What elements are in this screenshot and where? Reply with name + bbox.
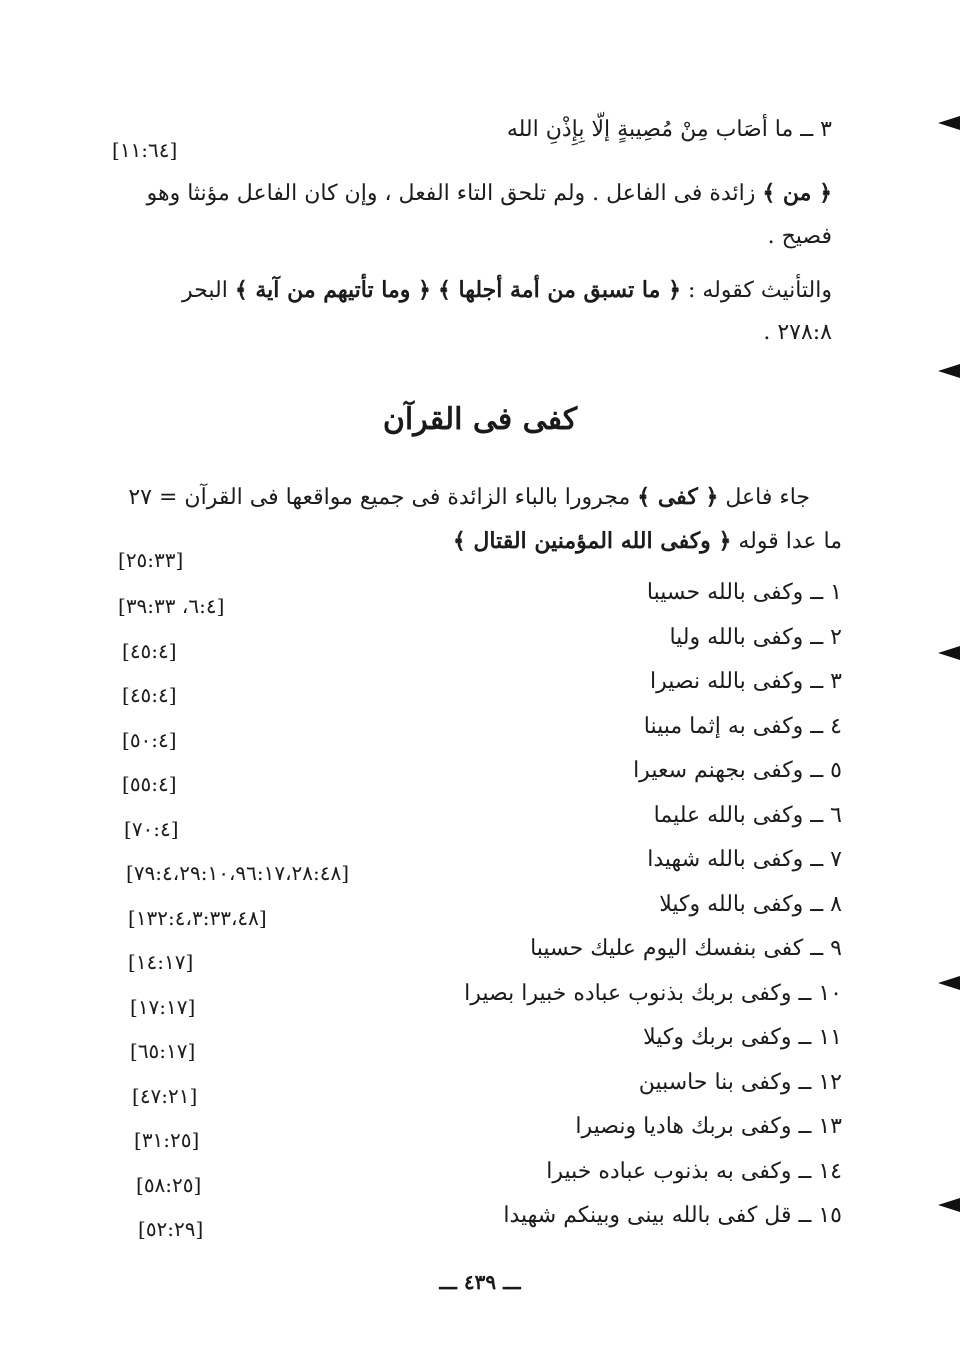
item-3-text: ٣ ــ ما أصَاب مِنْ مُصِيبةٍ إلّا بِإِذْنِ الله	[506, 117, 832, 142]
verse-item-reference: [٧٩:٤،٢٩:١٠،٩٦:١٧،٢٨:٤٨]	[126, 861, 350, 885]
verse-item-reference: [٥٥:٤]	[122, 772, 177, 796]
paragraph-1-line-2: فصيح .	[767, 224, 832, 249]
paragraph-2-source: البحر	[182, 278, 228, 303]
verse-item-reference: [٦:٤، ٣٩:٣٣]	[118, 594, 225, 618]
verse-item-reference: [٥٠:٤]	[122, 727, 177, 752]
verse-item-text: ١٢ ــ وكفى بنا حاسبين	[638, 1069, 842, 1095]
verse-item-reference: [١٤:١٧]	[128, 950, 194, 974]
intro2-quote: ﴿ وكفى الله المؤمنين القتال ﴾	[452, 528, 732, 554]
verse-item-reference: [٧٠:٤]	[124, 816, 179, 841]
verse-item-text: ٤ ــ وكفى به إثما مبينا	[643, 713, 842, 739]
verse-item-text: ١٣ ــ وكفى بربك هاديا ونصيرا	[575, 1114, 842, 1139]
verse-item-text: ١ ــ وكفى بالله حسيبا	[646, 580, 842, 605]
verse-item-reference: [١٣٢:٤،٣:٣٣،٤٨]	[128, 905, 267, 930]
edge-mark	[938, 116, 960, 130]
item-3-reference: [١١:٦٤]	[112, 138, 178, 162]
quote-1: ﴿ ما تسبق من أمة أجلها ﴾	[437, 277, 681, 303]
edge-mark	[938, 1198, 960, 1212]
section-title: كفى فى القرآن	[382, 402, 578, 437]
paragraph-2-line-2: ٢٧٨:٨ .	[763, 320, 832, 345]
paragraph-2-line-1	[112, 275, 832, 306]
intro-text-a: جاء فاعل	[725, 485, 810, 510]
edge-mark	[938, 976, 960, 990]
verse-item-reference: [٤٥:٤]	[122, 638, 177, 663]
verse-item-text: ٧ ــ وكفى بالله شهيدا	[647, 847, 842, 872]
paragraph-1-line-1	[112, 178, 832, 209]
verse-item-text: ١٠ ــ وكفى بربك بذنوب عباده خبيرا بصيرا	[464, 980, 842, 1006]
intro-line-1	[128, 482, 810, 513]
verse-item-text: ١٤ ــ وكفى به بذنوب عباده خبيرا	[546, 1158, 842, 1184]
verse-item-text: ٨ ــ وكفى بالله وكيلا	[659, 891, 842, 917]
intro-quote-kafa: ﴿ كفى ﴾	[637, 484, 719, 510]
intro-line-2	[453, 526, 842, 557]
verse-item-text: ٥ ــ وكفى بجهنم سعيرا	[633, 758, 842, 783]
page-number: ـــ ٤٣٩ ـــ	[439, 1270, 521, 1294]
verse-item-text: ٦ ــ وكفى بالله عليما	[653, 802, 842, 828]
intro2-reference: [٢٥:٣٣]	[118, 548, 184, 572]
paragraph-2-intro: والتأنيث كقوله :	[687, 278, 832, 303]
quoted-word-min: ﴿ من ﴾	[762, 180, 832, 206]
verse-item-text: ٣ ــ وكفى بالله نصيرا	[650, 669, 842, 694]
verse-item-reference: [٤٧:٢١]	[132, 1083, 198, 1108]
paragraph-1-text: زائدة فى الفاعل . ولم تلحق التاء الفعل ، وإن كان الفاعل مؤنثا وهو	[146, 181, 756, 206]
quote-2: ﴿ وما تأتيهم من آية ﴾	[234, 277, 431, 303]
verse-item-reference: [٣١:٢٥]	[134, 1128, 200, 1152]
verse-item-reference: [٦٥:١٧]	[130, 1039, 196, 1063]
verse-item-text: ٩ ــ كفى بنفسك اليوم عليك حسيبا	[530, 936, 842, 961]
verse-item-text: ١١ ــ وكفى بربك وكيلا	[643, 1025, 842, 1050]
verse-item-reference: [٥٨:٢٥]	[136, 1172, 202, 1197]
edge-mark	[938, 364, 960, 378]
edge-mark	[938, 646, 960, 660]
verse-item-reference: [٥٢:٢٩]	[138, 1217, 204, 1241]
intro2-text: ما عدا قوله	[738, 529, 842, 554]
verse-item-reference: [١٧:١٧]	[130, 994, 196, 1019]
verse-item-text: ٢ ــ وكفى بالله وليا	[669, 624, 842, 650]
verse-item-text: ١٥ ــ قل كفى بالله بينى وبينكم شهيدا	[503, 1203, 842, 1228]
verse-item-reference: [٤٥:٤]	[122, 683, 177, 707]
intro-text-b: مجرورا بالباء الزائدة فى جميع مواقعها فى القرآن = ٢٧	[128, 485, 631, 510]
